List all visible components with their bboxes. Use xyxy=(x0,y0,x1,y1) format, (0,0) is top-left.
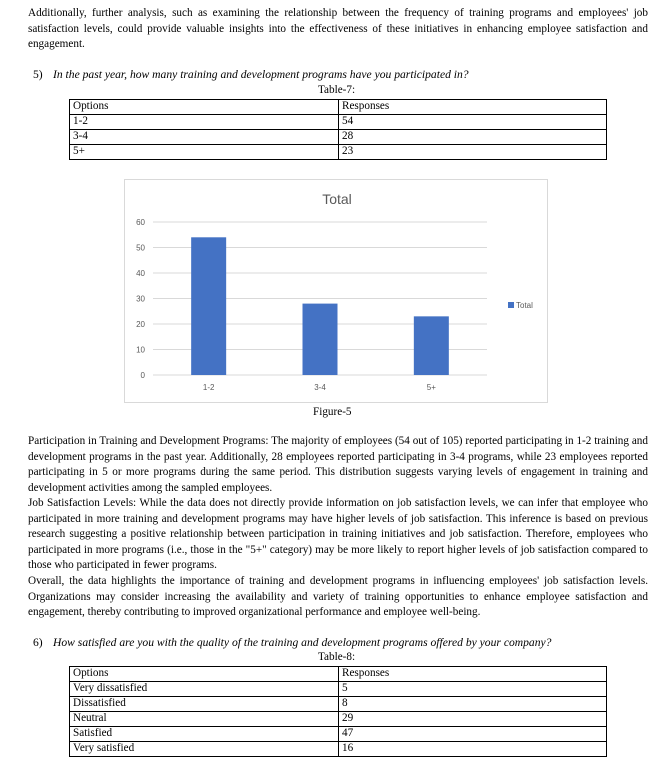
y-tick-label: 50 xyxy=(136,243,145,253)
question-6-text: How satisfied are you with the quality of the training and development programs offered by your company? xyxy=(53,636,552,649)
legend-label: Total xyxy=(516,301,533,310)
y-tick-label: 60 xyxy=(136,218,145,227)
table-cell-option: Dissatisfied xyxy=(70,697,339,712)
bar xyxy=(414,316,449,375)
table-row xyxy=(70,742,607,757)
table-cell-response: 5 xyxy=(339,682,607,697)
question-5-number: 5) xyxy=(33,68,43,81)
table-cell-response: 29 xyxy=(339,712,607,727)
chart-title: Total xyxy=(322,191,352,207)
analysis-paragraph-overall: Overall, the data highlights the importance of training and development programs in influencing employees' job satisfaction levels. Organizations may consider increasing the availability and variety of training opportunities to enhance employee satisfaction and engagement, thereby contributing to improved organizational performance and employee well-being. xyxy=(28,575,648,618)
table-cell-option: Neutral xyxy=(70,712,339,727)
table-cell-response: 8 xyxy=(339,697,607,712)
table-header-responses: Responses xyxy=(339,100,607,115)
legend-swatch xyxy=(508,302,514,308)
table-8-caption: Table-8: xyxy=(318,651,356,663)
table-cell-response: 47 xyxy=(339,727,607,742)
table-cell-option: Very satisfied xyxy=(70,742,339,757)
table-row xyxy=(70,130,607,145)
bar-chart xyxy=(124,179,548,403)
question-5-text: In the past year, how many training and development programs have you participated in? xyxy=(53,68,469,81)
table-cell-response: 28 xyxy=(339,130,607,145)
analysis-paragraph-participation: Participation in Training and Development Programs: The majority of employees (54 out of 105) reported participating in 1-2 training and development programs in the past year. Additionally, 28 employees reported participating in 3-4 programs, while 23 employees reported participating in 5 or more programs during the same period. This distribution suggests varying levels of engagement in training and development activities among the sampled employees. xyxy=(28,435,648,494)
table-row xyxy=(70,667,607,682)
x-tick-label: 3-4 xyxy=(314,383,326,392)
table-cell-option: 5+ xyxy=(70,145,339,160)
question-6-number: 6) xyxy=(33,636,43,649)
table-header-options: Options xyxy=(70,667,339,682)
x-tick-label: 1-2 xyxy=(202,383,215,392)
bar xyxy=(303,304,338,375)
table-row xyxy=(70,115,607,130)
table-cell-response: 23 xyxy=(339,145,607,160)
analysis-paragraph-satisfaction: Job Satisfaction Levels: While the data does not directly provide information on job satisfaction levels, we can infer that employee who participated in more training and development programs may have higher levels of job satisfaction. This inference is based on previous research suggesting a positive relationship between participation in training initiatives and job satisfaction. Therefore, employees who participated in more programs (i.e., those in the "5+" category) may be more likely to report higher levels of job satisfaction compared to those who participated in fewer programs. xyxy=(28,497,648,571)
table-7 xyxy=(69,99,607,160)
intro-paragraph: Additionally, further analysis, such as examining the relationship between the frequency of training programs and employees' job satisfaction levels, could provide valuable insights into the effectiveness of these initiatives in enhancing employee satisfaction and engagement. xyxy=(28,7,648,50)
table-cell-option: Very dissatisfied xyxy=(70,682,339,697)
table-cell-option: 3-4 xyxy=(70,130,339,145)
x-tick-label: 5+ xyxy=(426,383,436,392)
table-row xyxy=(70,697,607,712)
table-row xyxy=(70,100,607,115)
table-cell-option: Satisfied xyxy=(70,727,339,742)
table-row xyxy=(70,712,607,727)
table-row xyxy=(70,727,607,742)
table-header-options: Options xyxy=(70,100,339,115)
bar xyxy=(191,237,226,375)
question-6 xyxy=(33,636,551,649)
table-row xyxy=(70,145,607,160)
table-cell-response: 54 xyxy=(339,115,607,130)
table-row xyxy=(70,682,607,697)
question-5 xyxy=(33,68,469,81)
table-8 xyxy=(69,666,607,757)
table-7-caption: Table-7: xyxy=(318,84,356,96)
y-tick-label: 10 xyxy=(136,345,145,355)
y-tick-label: 40 xyxy=(136,269,145,278)
figure-caption: Figure-5 xyxy=(313,406,352,418)
y-tick-label: 30 xyxy=(136,294,145,304)
table-cell-option: 1-2 xyxy=(70,115,339,130)
y-tick-label: 0 xyxy=(140,371,145,380)
bar-chart-svg xyxy=(125,180,547,402)
table-cell-response: 16 xyxy=(339,742,607,757)
table-header-responses: Responses xyxy=(339,667,607,682)
y-tick-label: 20 xyxy=(136,320,145,329)
